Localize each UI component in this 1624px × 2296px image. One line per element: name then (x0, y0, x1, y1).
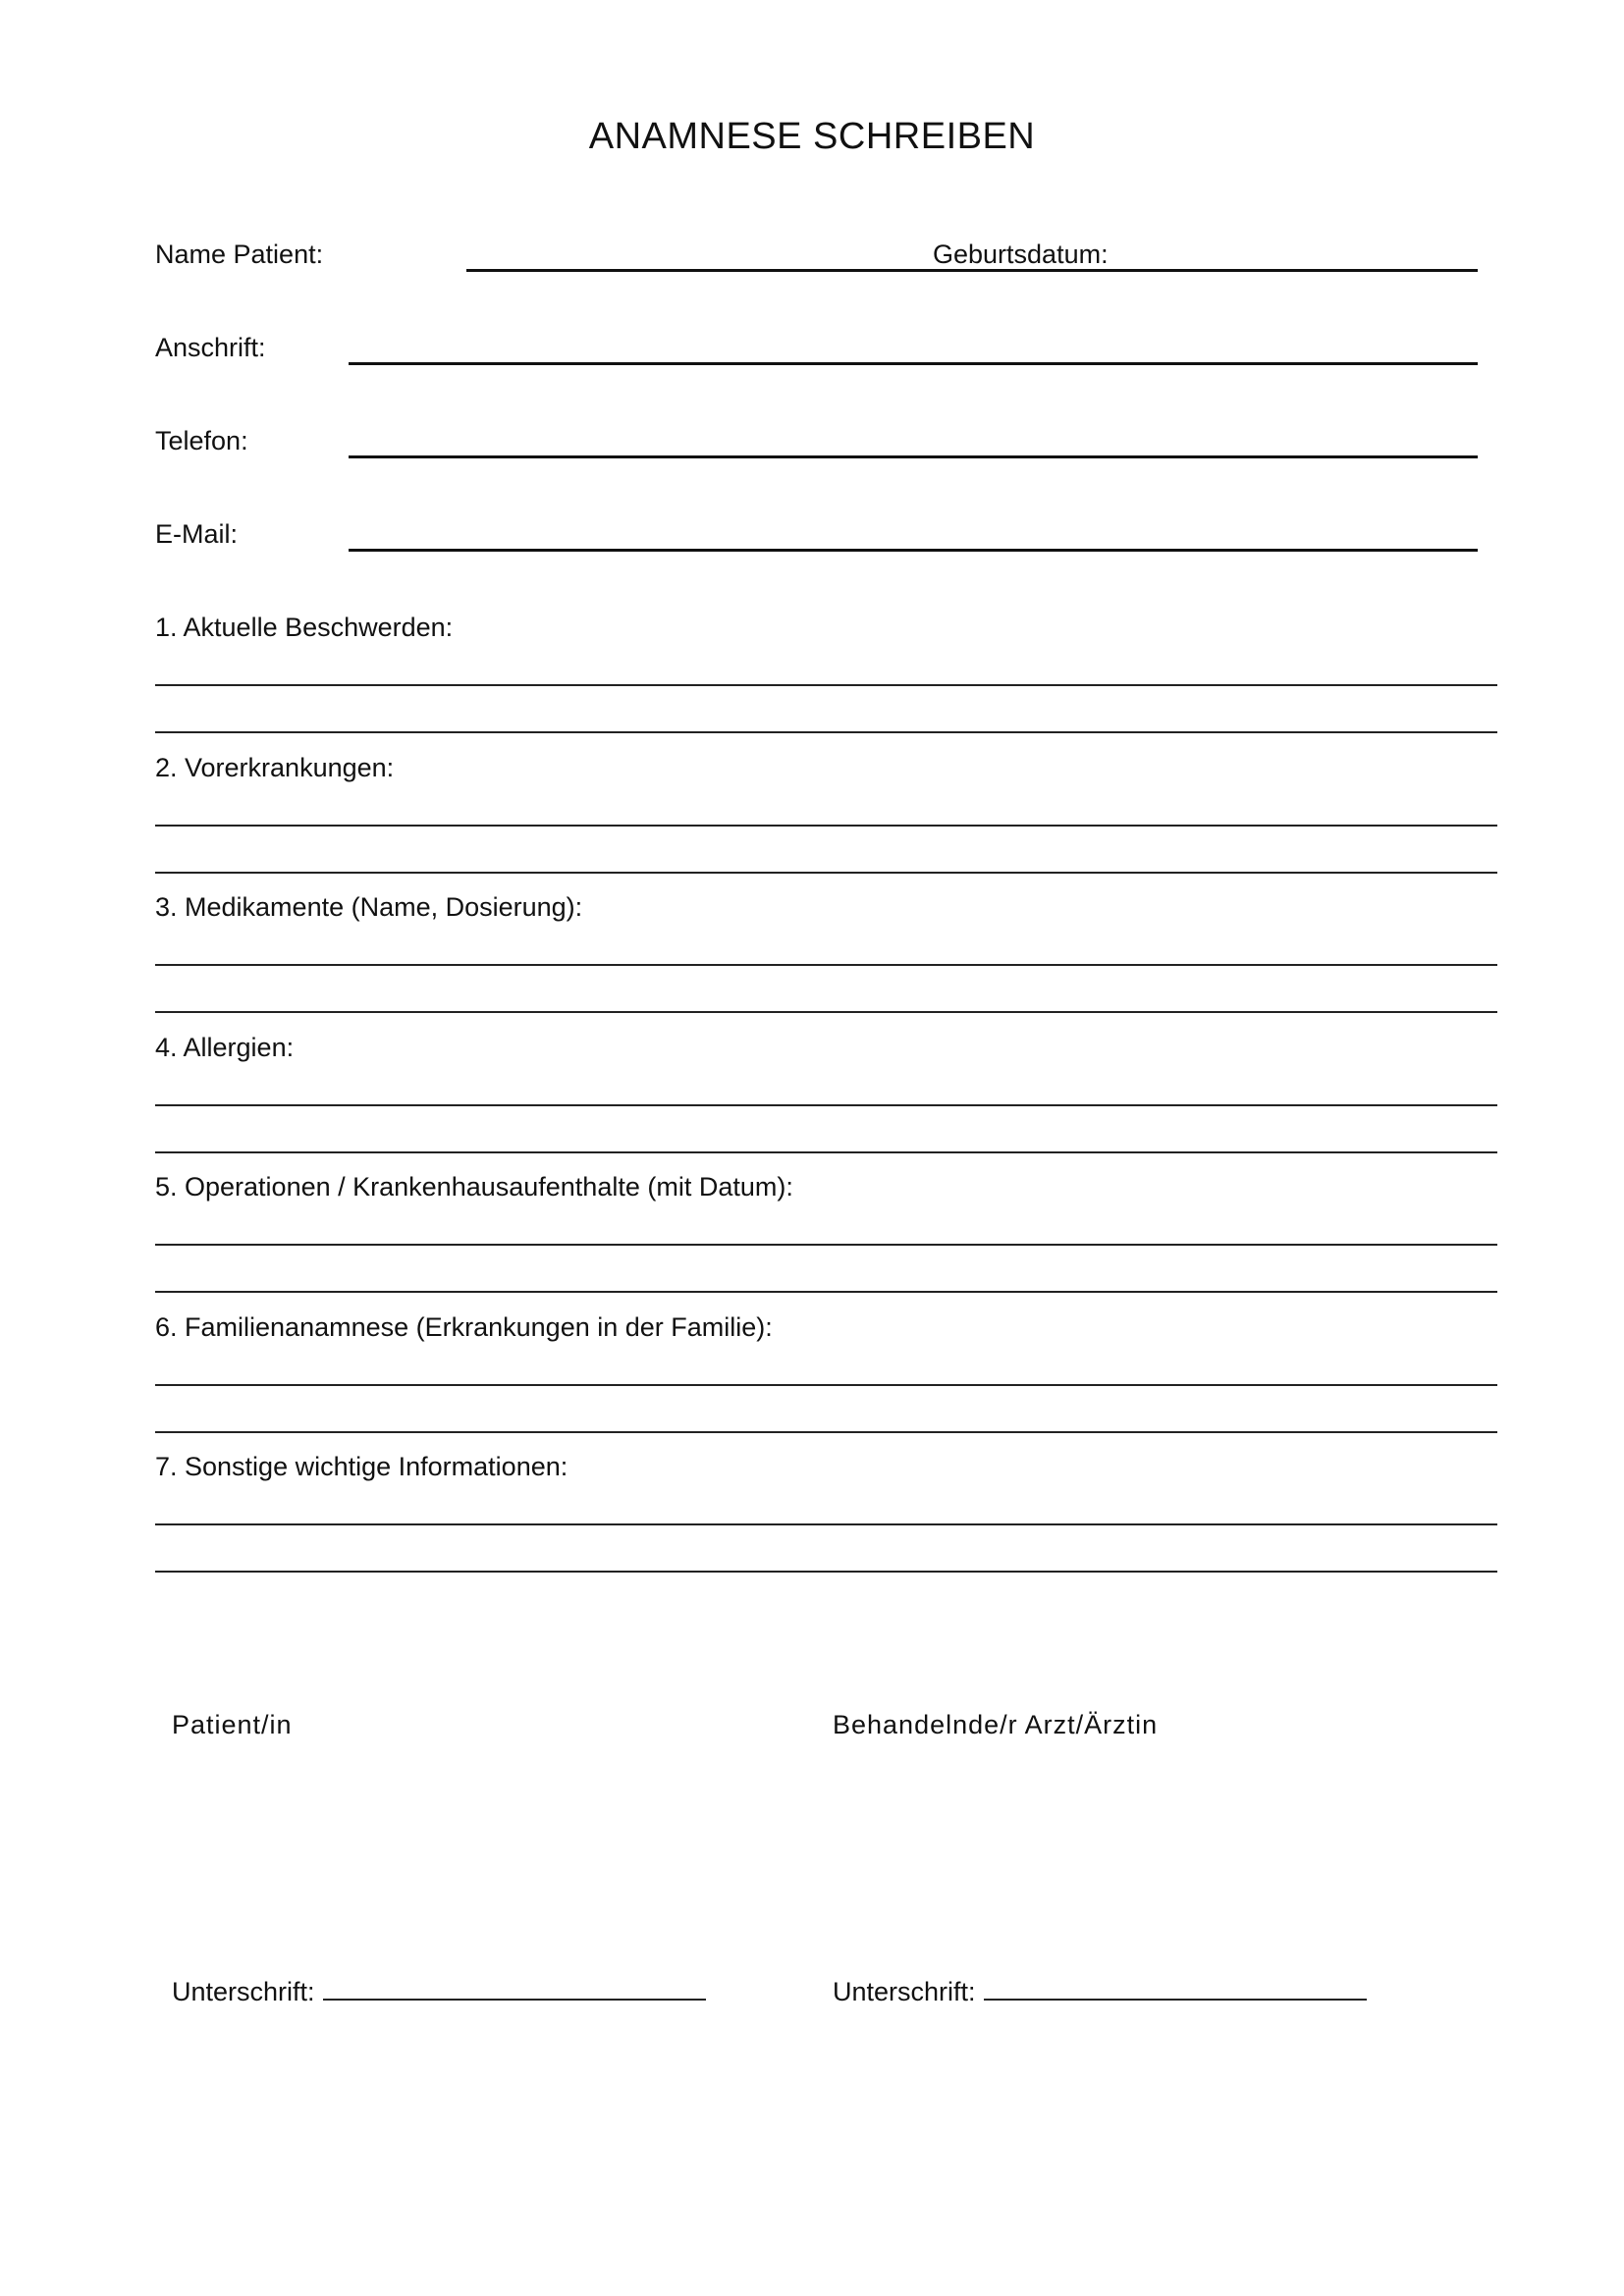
section-other-info-line-1[interactable] (155, 1523, 1497, 1525)
section-medication-line-1[interactable] (155, 964, 1497, 966)
section-other-info-label: 7. Sonstige wichtige Informationen: (155, 1452, 568, 1481)
section-medication-label: 3. Medikamente (Name, Dosierung): (155, 892, 583, 922)
section-allergies-label: 4. Allergien: (155, 1033, 295, 1062)
doctor-signature-label: Unterschrift: (833, 1977, 976, 2006)
section-operations-line-2[interactable] (155, 1291, 1497, 1293)
email-label: E-Mail: (155, 519, 239, 549)
phone-input-line[interactable] (349, 455, 1478, 458)
birthdate-label: Geburtsdatum: (933, 240, 1109, 269)
section-allergies-line-2[interactable] (155, 1151, 1497, 1153)
section-medication-line-2[interactable] (155, 1011, 1497, 1013)
name-patient-label: Name Patient: (155, 240, 324, 269)
section-previous-illnesses-label: 2. Vorerkrankungen: (155, 753, 395, 782)
doctor-signature-line[interactable] (984, 1973, 1367, 2001)
section-operations-line-1[interactable] (155, 1244, 1497, 1246)
section-family-history-line-2[interactable] (155, 1431, 1497, 1433)
phone-label: Telefon: (155, 426, 248, 455)
section-family-history-line-1[interactable] (155, 1384, 1497, 1386)
section-family-history-label: 6. Familienanamnese (Erkrankungen in der Familie): (155, 1312, 773, 1342)
doctor-signature-field (833, 1973, 1367, 2007)
patient-signature-field (172, 1973, 706, 2007)
doctor-heading: Behandelnde/r Arzt/Ärztin (833, 1710, 1159, 1739)
page-title: ANAMNESE SCHREIBEN (588, 116, 1036, 157)
section-current-complaints-line-1[interactable] (155, 684, 1497, 686)
patient-signature-line[interactable] (323, 1973, 706, 2001)
section-other-info-line-2[interactable] (155, 1571, 1497, 1573)
email-input-line[interactable] (349, 549, 1478, 552)
section-operations-label: 5. Operationen / Krankenhausaufenthalte (mit Datum): (155, 1172, 793, 1201)
section-current-complaints-line-2[interactable] (155, 731, 1497, 733)
patient-heading: Patient/in (172, 1710, 293, 1739)
section-previous-illnesses-line-1[interactable] (155, 825, 1497, 827)
patient-signature-label: Unterschrift: (172, 1977, 315, 2006)
section-allergies-line-1[interactable] (155, 1104, 1497, 1106)
address-label: Anschrift: (155, 333, 266, 362)
section-previous-illnesses-line-2[interactable] (155, 872, 1497, 874)
address-input-line[interactable] (349, 362, 1478, 365)
section-current-complaints-label: 1. Aktuelle Beschwerden: (155, 613, 454, 642)
